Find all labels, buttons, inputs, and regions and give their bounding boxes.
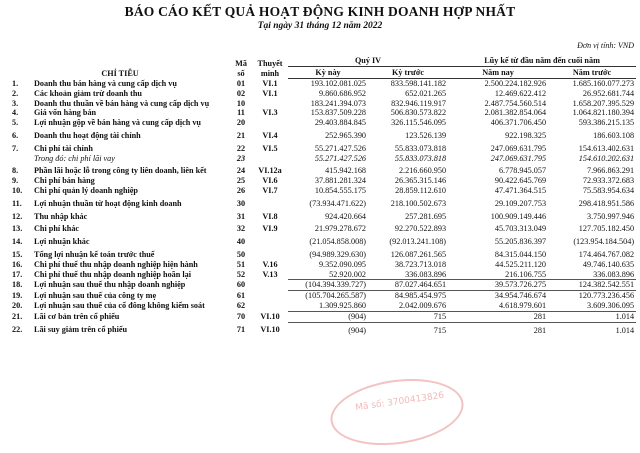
row-code: 22 (236, 143, 246, 153)
row-label: Chi phí bán hàng (34, 176, 95, 186)
row-note: VI.6 (262, 176, 278, 186)
header-luy-ke: Lũy kế từ đầu năm đến cuối năm (484, 56, 600, 65)
row-note (252, 154, 288, 164)
row-y-now: 39.573.726.275 (448, 280, 548, 291)
row-note: VI.5 (262, 143, 278, 153)
row-q-now: (73.934.471.622) (309, 198, 367, 208)
row-q-now: 924.420.664 (325, 211, 367, 221)
row-y-prev: 3.609.306.095 (586, 300, 635, 310)
row-label: Các khoản giảm trừ doanh thu (34, 88, 142, 98)
table-row (10, 163, 636, 176)
row-q-now: 415.942.168 (325, 166, 367, 176)
row-note (252, 301, 288, 311)
row-label: Lợi nhuận sau thuế thu nhập doanh nghiệp (34, 280, 186, 290)
row-code: 32 (236, 224, 246, 234)
row-y-now: 47.471.364.515 (494, 185, 547, 195)
table-row (10, 108, 636, 118)
row-note: VI.4 (262, 130, 278, 140)
row-y-now: 247.069.631.795 (490, 143, 547, 153)
row-q-now: (94.989.329.630) (309, 249, 367, 259)
row-label: Chi phí thuế thu nhập doanh nghiệp hiện hành (34, 259, 198, 269)
row-y-prev: 1.658.207.395.529 (572, 98, 635, 108)
row-code: 52 (236, 269, 246, 279)
row-label: Giá vốn hàng bán (34, 108, 97, 118)
table-row (10, 196, 636, 209)
table-row (10, 270, 636, 280)
row-q-now: (21.054.858.008) (309, 237, 367, 247)
row-note: VI.1 (262, 88, 278, 98)
row-q-now: 37.881.281.324 (314, 176, 367, 186)
row-y-prev: 186.603.108 (593, 130, 635, 140)
table-row (10, 301, 636, 311)
row-q-prev: 55.833.073.818 (394, 143, 447, 153)
row-y-prev: 298.418.951.586 (578, 198, 635, 208)
row-label: Doanh thu thuần về bán hàng và cung cấp dịch vụ (34, 98, 210, 108)
row-q-now: 52.920.002 (329, 269, 367, 279)
header-quy-iv: Quý IV (354, 56, 382, 65)
row-y-now: 84.315.044.150 (494, 249, 547, 259)
row-label: Doanh thu hoạt động tài chính (34, 130, 141, 140)
row-number: 6. (12, 130, 19, 140)
header-ma-so: Mã số (235, 58, 247, 78)
row-label: Tổng lợi nhuận kế toán trước thuế (34, 249, 155, 259)
row-note: VI.7 (262, 185, 278, 195)
row-label: Lợi nhuận khác (34, 237, 90, 247)
row-y-now: 406.371.706.450 (490, 118, 547, 128)
table-row (10, 322, 636, 335)
row-code: 70 (236, 311, 246, 321)
row-code: 01 (236, 78, 246, 88)
header-ky-truoc: Kỳ trước (368, 67, 448, 79)
company-seal-text: Mã số: 3700413826 (354, 390, 445, 414)
table-row (10, 221, 636, 234)
row-q-prev: 126.087.261.565 (390, 249, 447, 259)
header-chi-tieu: CHỈ TIÊU (101, 68, 139, 78)
row-y-now: 90.422.645.769 (494, 176, 547, 186)
row-code: 20 (236, 118, 246, 128)
row-note (252, 247, 288, 260)
row-code: 31 (236, 211, 246, 221)
row-note (252, 291, 288, 301)
row-q-now: 9.860.686.952 (318, 88, 367, 98)
row-y-prev: 120.773.236.456 (578, 291, 635, 301)
report-date: Tại ngày 31 tháng 12 năm 2022 (257, 21, 383, 31)
row-q-prev: 55.833.073.818 (394, 153, 447, 163)
row-label: Chi phí thuế thu nhập doanh nghiệp hoãn lại (34, 269, 192, 279)
row-y-prev: 593.386.215.135 (578, 118, 635, 128)
row-note: VI.10 (260, 325, 280, 335)
header-nam-nay: Năm nay (448, 67, 548, 79)
row-q-prev: 2.216.660.950 (398, 166, 447, 176)
row-y-prev: 49.746.140.635 (582, 259, 635, 269)
row-y-prev: 1.014 (615, 325, 635, 335)
row-y-prev: (123.954.184.504) (573, 237, 635, 247)
row-q-prev: 87.027.464.651 (368, 280, 448, 291)
row-y-prev: 154.613.402.631 (578, 143, 635, 153)
row-label: Lợi nhuận sau thuế của cổ đông không kiểm soát (34, 301, 205, 311)
row-q-now: (904) (348, 325, 367, 335)
row-number: 4. (12, 108, 19, 118)
row-y-prev: 26.952.681.744 (582, 88, 635, 98)
row-q-prev: 92.270.522.893 (394, 224, 447, 234)
table-row (10, 209, 636, 222)
row-q-now: 9.352.090.095 (318, 259, 367, 269)
table-row (10, 154, 636, 164)
row-q-prev: 336.083.896 (405, 269, 447, 279)
row-number: 21. (12, 311, 23, 321)
table-row (10, 79, 636, 89)
row-q-prev: 506.830.573.822 (390, 108, 447, 118)
row-q-now: 55.271.427.526 (314, 153, 367, 163)
row-q-prev: (92.013.241.108) (389, 237, 447, 247)
row-note: VI.12a (258, 166, 282, 176)
table-row (10, 247, 636, 260)
row-code: 62 (236, 301, 246, 311)
row-label: Lợi nhuận thuần từ hoạt động kinh doanh (34, 198, 182, 208)
company-seal (326, 371, 468, 453)
row-code: 24 (236, 166, 246, 176)
row-q-now: 153.837.509.228 (310, 108, 367, 118)
row-y-prev: 154.610.202.631 (578, 153, 635, 163)
row-code: 25 (236, 176, 246, 186)
row-q-prev: 257.281.695 (405, 211, 447, 221)
row-y-prev: 127.705.182.450 (578, 224, 635, 234)
row-label: Thu nhập khác (34, 211, 88, 221)
row-q-now: 21.979.278.672 (314, 224, 367, 234)
table-row (10, 176, 636, 186)
table-row (10, 280, 636, 291)
row-note: VI.1 (262, 78, 278, 88)
row-y-prev: 336.083.896 (593, 269, 635, 279)
row-y-now: 44.525.211.120 (495, 259, 547, 269)
row-code: 02 (236, 88, 246, 98)
report-title: BÁO CÁO KẾT QUẢ HOẠT ĐỘNG KINH DOANH HỢP NHẤT (124, 4, 516, 19)
row-number: 19. (12, 290, 23, 300)
row-note (252, 196, 288, 209)
row-code: 61 (236, 290, 246, 300)
row-number: 12. (12, 211, 23, 221)
row-q-now: 193.102.081.025 (310, 79, 367, 88)
row-q-prev: 2.042.009.676 (398, 300, 447, 310)
header-ky-nay: Kỳ này (288, 67, 368, 79)
row-y-now: 247.069.631.795 (490, 153, 547, 163)
row-y-now: 2.487.754.560.514 (484, 98, 547, 108)
row-number: 13. (12, 224, 23, 234)
row-y-prev: 1.014 (548, 311, 636, 322)
table-row (10, 99, 636, 109)
row-number: 8. (12, 166, 19, 176)
row-code: 26 (236, 185, 246, 195)
row-y-now: 2.500.224.182.926 (484, 79, 547, 88)
row-y-now: 922.198.325 (505, 130, 547, 140)
table-row (10, 311, 636, 322)
row-number: 17. (12, 269, 23, 279)
row-code: 21 (236, 130, 246, 140)
row-q-now: 55.271.427.526 (314, 143, 367, 153)
table-row (10, 234, 636, 247)
row-q-now: (104.394.339.727) (288, 280, 368, 291)
row-note (252, 99, 288, 109)
row-q-prev: 218.100.502.673 (390, 198, 447, 208)
row-label: Lãi suy giảm trên cổ phiếu (34, 325, 128, 335)
row-note: VI.3 (262, 108, 278, 118)
row-q-prev: 26.365.315.146 (394, 176, 447, 186)
row-code: 60 (236, 280, 246, 290)
row-y-prev: 1.064.821.180.394 (572, 108, 635, 118)
row-code: 71 (236, 325, 246, 335)
row-q-prev: 715 (368, 311, 448, 322)
row-number: 20. (12, 301, 23, 311)
row-label: Chi phí khác (34, 224, 80, 234)
header-nam-truoc: Năm trước (548, 67, 636, 79)
row-y-now: 55.205.836.397 (494, 237, 547, 247)
table-row (10, 186, 636, 196)
row-q-prev: 28.859.112.610 (395, 185, 447, 195)
row-q-now: 1.309.925.860 (318, 300, 367, 310)
row-label: Doanh thu bán hàng và cung cấp dịch vụ (34, 78, 177, 88)
row-code: 50 (236, 249, 246, 259)
row-q-now: (105.704.265.587) (305, 291, 367, 301)
row-y-now: 6.778.945.057 (498, 166, 547, 176)
row-q-prev: 84.985.454.975 (394, 291, 447, 301)
row-note: VI.9 (262, 224, 278, 234)
row-number: 1. (12, 78, 19, 88)
header-thuyet-minh: Thuyết minh (257, 58, 283, 78)
row-note (252, 118, 288, 128)
row-number: 2. (12, 88, 19, 98)
row-q-prev: 652.021.265 (405, 88, 447, 98)
row-code: 30 (236, 198, 246, 208)
row-label: Lãi cơ bản trên cổ phiếu (34, 311, 120, 321)
row-y-now: 34.954.746.674 (494, 291, 547, 301)
row-y-prev: 1.685.160.077.273 (572, 79, 635, 88)
row-q-prev: 123.526.139 (405, 130, 447, 140)
row-code: 40 (236, 237, 246, 247)
currency-unit: Đơn vị tính: VND (577, 41, 634, 50)
row-number: 18. (12, 280, 23, 290)
table-row (10, 141, 636, 154)
row-y-prev: 3.750.997.946 (586, 211, 635, 221)
row-q-prev: 38.723.713.018 (394, 259, 447, 269)
row-y-now: 45.703.313.049 (494, 224, 547, 234)
row-number: 10. (12, 185, 23, 195)
table-row (10, 291, 636, 301)
row-number: 5. (12, 118, 19, 128)
row-q-now: (904) (288, 311, 368, 322)
row-y-now: 12.469.622.412 (494, 88, 547, 98)
row-label: Chi phí tài chính (34, 143, 93, 153)
row-label: Lợi nhuận sau thuế của công ty mẹ (34, 290, 157, 300)
row-y-now: 281 (448, 311, 548, 322)
row-number: 14. (12, 237, 23, 247)
income-statement-table (10, 54, 636, 335)
row-number: 15. (12, 249, 23, 259)
row-y-prev: 75.583.954.634 (582, 185, 635, 195)
row-code: 23 (236, 153, 246, 163)
row-number (10, 154, 32, 164)
row-label: Lợi nhuận gộp về bán hàng và cung cấp dịch vụ (34, 118, 201, 128)
row-note: VI.8 (262, 211, 278, 221)
row-number: 22. (12, 325, 23, 335)
row-y-now: 29.109.207.753 (494, 198, 547, 208)
row-code: 51 (236, 259, 246, 269)
row-label: Trong đó: chi phí lãi vay (34, 153, 115, 163)
row-number: 3. (12, 98, 19, 108)
row-y-prev: 72.933.372.683 (582, 176, 635, 186)
table-row (10, 89, 636, 99)
row-note (252, 280, 288, 291)
row-note: V.13 (262, 269, 278, 279)
row-label: Phần lãi hoặc lỗ trong công ty liên doanh, liên kết (34, 166, 207, 176)
row-label: Chi phí quản lý doanh nghiệp (34, 185, 138, 195)
row-note: V.16 (262, 259, 278, 269)
row-y-now: 100.909.149.446 (490, 211, 547, 221)
row-number: 11. (12, 198, 22, 208)
row-y-prev: 7.966.863.291 (586, 166, 635, 176)
row-y-prev: 174.464.767.082 (578, 249, 635, 259)
row-note (252, 234, 288, 247)
row-note: VI.10 (260, 311, 280, 321)
table-row (10, 128, 636, 141)
table-row (10, 260, 636, 270)
row-q-prev: 832.946.119.917 (391, 98, 447, 108)
row-q-now: 252.965.390 (325, 130, 367, 140)
row-y-now: 2.081.382.854.064 (484, 108, 547, 118)
row-q-now: 10.854.555.175 (314, 185, 367, 195)
row-y-now: 281 (533, 325, 547, 335)
row-q-now: 29.403.884.845 (314, 118, 367, 128)
row-number: 9. (12, 176, 19, 186)
row-number: 7. (12, 143, 19, 153)
row-number: 16. (12, 259, 23, 269)
row-q-now: 183.241.394.073 (310, 98, 367, 108)
row-y-prev: 124.382.542.551 (548, 280, 636, 291)
table-row (10, 118, 636, 128)
row-code: 11 (237, 108, 245, 118)
row-q-prev: 715 (433, 325, 447, 335)
row-q-prev: 326.115.546.095 (391, 118, 447, 128)
row-code: 10 (236, 98, 246, 108)
row-y-now: 216.106.755 (505, 269, 547, 279)
row-q-prev: 833.598.141.182 (390, 79, 447, 88)
row-y-now: 4.618.979.601 (498, 300, 547, 310)
